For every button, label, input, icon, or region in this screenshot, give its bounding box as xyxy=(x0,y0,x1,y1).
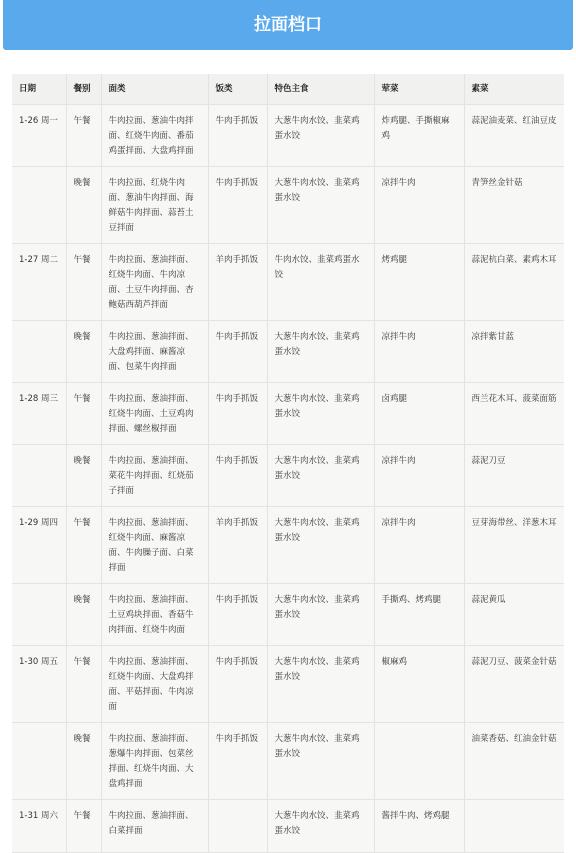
cell-meat: 凉拌牛肉 xyxy=(374,507,464,584)
cell-rice: 牛肉手抓饭 xyxy=(208,105,267,167)
table-row xyxy=(12,800,564,853)
cell-meal: 晚餐 xyxy=(66,445,101,507)
cell-rice: 羊肉手抓饭 xyxy=(208,507,267,584)
cell-special: 大葱牛肉水饺、韭菜鸡蛋水饺 xyxy=(267,646,374,723)
cell-veg: 蒜泥杭白菜、素鸡木耳 xyxy=(464,244,564,321)
cell-special: 大葱牛肉水饺、韭菜鸡蛋水饺 xyxy=(267,800,374,853)
cell-meal: 晚餐 xyxy=(66,723,101,800)
cell-veg: 豆芽海带丝、洋葱木耳 xyxy=(464,507,564,584)
cell-meal: 午餐 xyxy=(66,383,101,445)
cell-special: 大葱牛肉水饺、韭菜鸡蛋水饺 xyxy=(267,507,374,584)
table-row xyxy=(12,723,564,800)
cell-meal: 午餐 xyxy=(66,646,101,723)
cell-noodle: 牛肉拉面、葱油拌面、红烧牛肉面、麻酱凉面、牛肉臊子面、白菜拌面 xyxy=(101,507,208,584)
page-title: 拉面档口 xyxy=(254,15,322,35)
cell-noodle: 牛肉拉面、葱油拌面、红烧牛肉面、牛肉凉面、土豆牛肉拌面、杏鲍菇西葫芦拌面 xyxy=(101,244,208,321)
cell-meat: 凉拌牛肉 xyxy=(374,445,464,507)
cell-rice: 牛肉手抓饭 xyxy=(208,167,267,244)
cell-meat: 椒麻鸡 xyxy=(374,646,464,723)
cell-noodle: 牛肉拉面、红烧牛肉面、葱油牛肉拌面、海鲜菇牛肉拌面、蒜苔土豆拌面 xyxy=(101,167,208,244)
table-row xyxy=(12,244,564,321)
cell-noodle: 牛肉拉面、葱油拌面、白菜拌面 xyxy=(101,800,208,853)
cell-meat: 卤鸡腿 xyxy=(374,383,464,445)
cell-rice: 牛肉手抓饭 xyxy=(208,584,267,646)
cell-veg xyxy=(464,800,564,853)
cell-date: 1-29 周四 xyxy=(12,507,66,584)
cell-date: 1-28 周三 xyxy=(12,383,66,445)
cell-veg: 凉拌紫甘蓝 xyxy=(464,321,564,383)
cell-special: 大葱牛肉水饺、韭菜鸡蛋水饺 xyxy=(267,167,374,244)
cell-meat xyxy=(374,723,464,800)
cell-meal: 午餐 xyxy=(66,244,101,321)
cell-meat: 酱拌牛肉、烤鸡腿 xyxy=(374,800,464,853)
cell-special: 大葱牛肉水饺、韭菜鸡蛋水饺 xyxy=(267,584,374,646)
table-row xyxy=(12,105,564,167)
menu-table-container xyxy=(12,74,564,836)
cell-meal: 晚餐 xyxy=(66,321,101,383)
cell-meal: 晚餐 xyxy=(66,584,101,646)
cell-meat: 凉拌牛肉 xyxy=(374,167,464,244)
cell-noodle: 牛肉拉面、葱油拌面、红烧牛肉面、土豆鸡肉拌面、螺丝椒拌面 xyxy=(101,383,208,445)
cell-date xyxy=(12,321,66,383)
cell-veg: 青笋丝金针菇 xyxy=(464,167,564,244)
cell-rice: 牛肉手抓饭 xyxy=(208,383,267,445)
cell-veg: 蒜泥刀豆、菠菜金针菇 xyxy=(464,646,564,723)
cell-meal: 午餐 xyxy=(66,800,101,853)
cell-rice: 羊肉手抓饭 xyxy=(208,244,267,321)
cell-meat: 凉拌牛肉 xyxy=(374,321,464,383)
column-header-rice: 饭类 xyxy=(208,74,267,105)
cell-date: 1-31 周六 xyxy=(12,800,66,853)
table-row xyxy=(12,321,564,383)
cell-noodle: 牛肉拉面、葱油拌面、菜花牛肉拌面、红烧茄子拌面 xyxy=(101,445,208,507)
column-header-special: 特色主食 xyxy=(267,74,374,105)
cell-noodle: 牛肉拉面、葱油拌面、大盘鸡拌面、麻酱凉面、包菜牛肉拌面 xyxy=(101,321,208,383)
cell-meat: 炸鸡腿、手撕椒麻鸡 xyxy=(374,105,464,167)
cell-date xyxy=(12,723,66,800)
cell-date: 1-30 周五 xyxy=(12,646,66,723)
table-row xyxy=(12,167,564,244)
cell-rice: 牛肉手抓饭 xyxy=(208,321,267,383)
column-header-date: 日期 xyxy=(12,74,66,105)
cell-special: 牛肉水饺、韭菜鸡蛋水饺 xyxy=(267,244,374,321)
cell-date xyxy=(12,167,66,244)
cell-meat: 烤鸡腿 xyxy=(374,244,464,321)
cell-meal: 午餐 xyxy=(66,105,101,167)
cell-date: 1-27 周二 xyxy=(12,244,66,321)
cell-date: 1-26 周一 xyxy=(12,105,66,167)
cell-meal: 午餐 xyxy=(66,507,101,584)
cell-meat: 手撕鸡、烤鸡腿 xyxy=(374,584,464,646)
table-row xyxy=(12,584,564,646)
table-header-row xyxy=(12,74,564,105)
column-header-meat: 荤菜 xyxy=(374,74,464,105)
cell-rice xyxy=(208,800,267,853)
page-header xyxy=(3,0,573,50)
cell-veg: 蒜泥黄瓜 xyxy=(464,584,564,646)
cell-date xyxy=(12,445,66,507)
cell-special: 大葱牛肉水饺、韭菜鸡蛋水饺 xyxy=(267,723,374,800)
cell-veg: 油菜香菇、红油金针菇 xyxy=(464,723,564,800)
cell-noodle: 牛肉拉面、葱油拌面、土豆鸡块拌面、香菇牛肉拌面、红烧牛肉面 xyxy=(101,584,208,646)
table-row xyxy=(12,646,564,723)
cell-noodle: 牛肉拉面、葱油拌面、红烧牛肉面、大盘鸡拌面、平菇拌面、牛肉凉面 xyxy=(101,646,208,723)
column-header-veg: 素菜 xyxy=(464,74,564,105)
cell-meal: 晚餐 xyxy=(66,167,101,244)
cell-special: 大葱牛肉水饺、韭菜鸡蛋水饺 xyxy=(267,105,374,167)
cell-special: 大葱牛肉水饺、韭菜鸡蛋水饺 xyxy=(267,321,374,383)
menu-table xyxy=(12,74,564,853)
table-row xyxy=(12,507,564,584)
table-row xyxy=(12,445,564,507)
table-row xyxy=(12,383,564,445)
cell-special: 大葱牛肉水饺、韭菜鸡蛋水饺 xyxy=(267,383,374,445)
cell-veg: 蒜泥刀豆 xyxy=(464,445,564,507)
column-header-noodle: 面类 xyxy=(101,74,208,105)
cell-noodle: 牛肉拉面、葱油拌面、葱爆牛肉拌面、包菜丝拌面、红烧牛肉面、大盘鸡拌面 xyxy=(101,723,208,800)
cell-veg: 西兰花木耳、菠菜面筋 xyxy=(464,383,564,445)
cell-rice: 牛肉手抓饭 xyxy=(208,445,267,507)
cell-veg: 蒜泥油麦菜、红油豆皮 xyxy=(464,105,564,167)
cell-rice: 牛肉手抓饭 xyxy=(208,723,267,800)
cell-rice: 牛肉手抓饭 xyxy=(208,646,267,723)
cell-noodle: 牛肉拉面、葱油牛肉拌面、红烧牛肉面、番茄鸡蛋拌面、大盘鸡拌面 xyxy=(101,105,208,167)
cell-special: 大葱牛肉水饺、韭菜鸡蛋水饺 xyxy=(267,445,374,507)
column-header-meal: 餐别 xyxy=(66,74,101,105)
cell-date xyxy=(12,584,66,646)
